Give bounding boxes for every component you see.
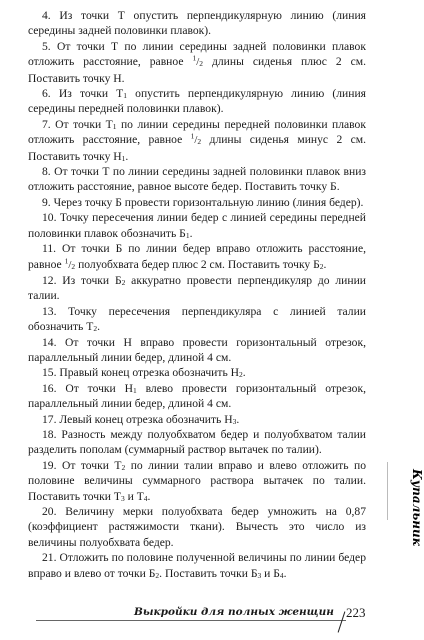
- item-7: 7. От точки $Т_1$ по линии середины передней половинки плавок отложить расстояние, равное $^1/_2$ длины сиденья минус 2 см. Поставить точку $Н_1$.: [28, 117, 366, 163]
- page-number: 223: [346, 605, 366, 620]
- item-5: 5. От точки Т по линии середины задней половинки плавок отложить расстояние, равное $^1/_2$ длины сиденья плюс 2 см. Поставить точку Н.: [28, 39, 366, 85]
- item-13: 13. Точку пересечения перпендикуляра с линией талии обозначить $Т_2$.: [28, 304, 366, 334]
- item-16: 16. От точки $Н_1$ влево провести горизонтальный отрезок, параллельный линии бедер, длиной 4 см.: [28, 381, 366, 411]
- item-12: 12. Из точки $Б_2$ аккуратно провести перпендикуляр до линии талии.: [28, 273, 366, 303]
- page-body: [28, 8, 366, 581]
- item-20: 20. Величину мерки полуобхвата бедер умножить на 0,87 (коэффициент растяжимости ткани). Вычесть это число из величины полуобхвата бедер.: [28, 505, 366, 549]
- item-19: 19. От точки $Т_2$ по линии талии вправо и влево отложить по половине величины суммарного раствора вытачек по талии. Поставить точки $Т_3$ и $Т_4$.: [28, 458, 366, 503]
- item-10: 10. Точку пересечения линии бедер с линией середины передней половинки плавок обозначить $Б_1$.: [28, 211, 366, 240]
- footer-rule: [36, 620, 346, 621]
- section-tab-label: Купальник: [410, 469, 424, 546]
- item-14: 14. От точки Н вправо провести горизонтальный отрезок, параллельный линии бедер, длиной 4 см.: [28, 335, 366, 364]
- item-21: 21. Отложить по половине полученной величины по линии бедер вправо и влево от точки $Б_2$. Поставить точки $Б_3$ и $Б_4$.: [28, 551, 366, 580]
- item-18: 18. Разность между полуобхватом бедер и полуобхватом талии разделить пополам (суммарный раствор вытачек по талии).: [28, 427, 366, 457]
- item-15: 15. Правый конец отрезка обозначить $Н_2$.: [42, 366, 246, 380]
- fraction: $^1/_2$: [192, 53, 204, 69]
- running-footer-title: Выкройки для полных женщин: [134, 606, 334, 618]
- footer-slash: [338, 611, 346, 632]
- item-17: 17. Левый конец отрезка обозначить $Н_3$.: [42, 412, 240, 426]
- item-6: 6. Из точки $Т_1$ опустить перпендикулярную линию (линия середины передней половинки плавок).: [28, 87, 366, 116]
- item-11: 11. От точки Б по линии бедер вправо отложить расстояние, равное $^1/_2$ полуобхвата бедер плюс 2 см. Поставить точку $Б_2$.: [28, 242, 366, 271]
- item-4: 4. Из точки Т опустить перпендикулярную линию (линия середины задней половинки плавок).: [28, 9, 366, 38]
- item-9: 9. Через точку Б провести горизонтальную линию (линия бедер).: [42, 195, 364, 209]
- item-8: 8. От точки Т по линии середины задней половинки плавок вниз отложить расстояние, равное высоте бедер. Поставить точку Б.: [28, 165, 366, 194]
- fraction: $^1/_2$: [190, 131, 202, 147]
- fraction: $^1/_2$: [64, 255, 76, 271]
